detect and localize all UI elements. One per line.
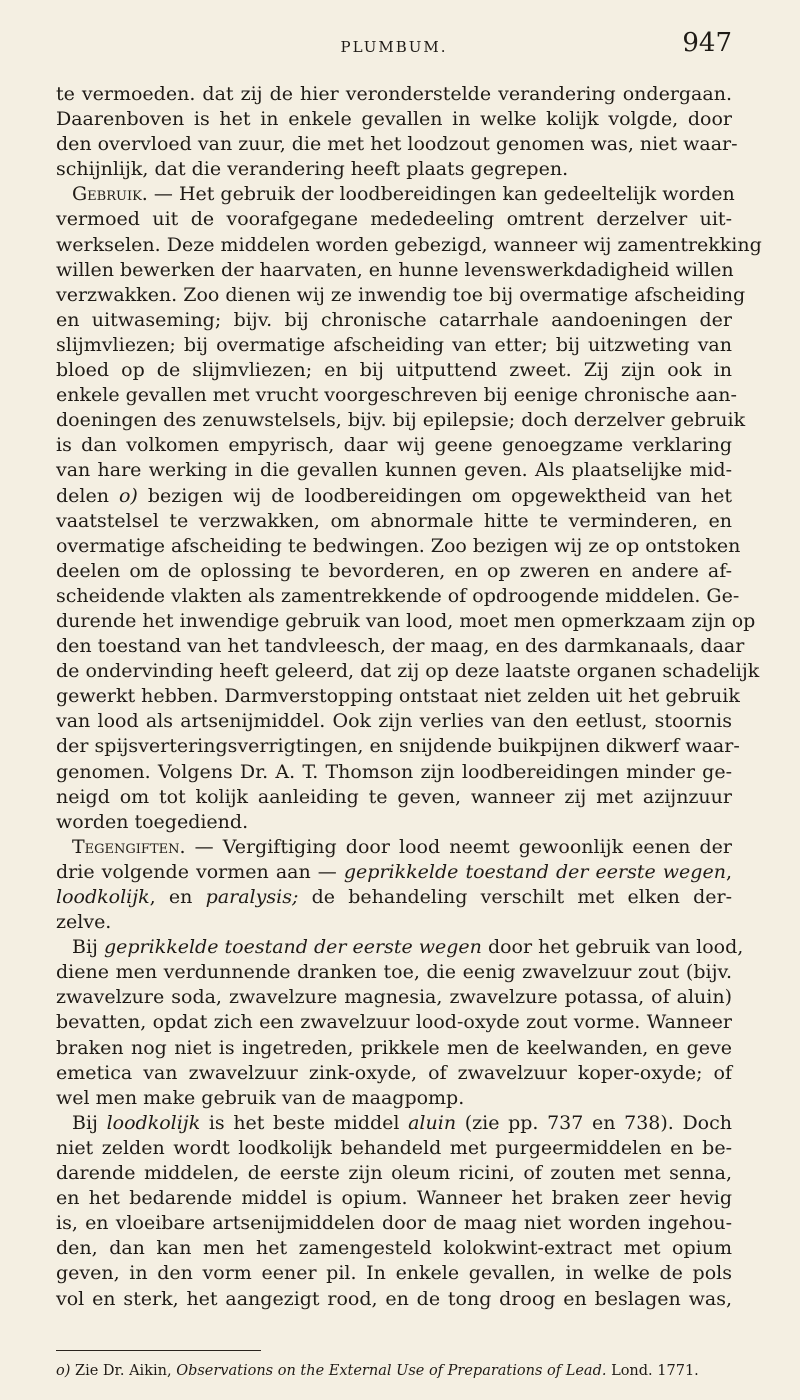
text-line (56, 333, 732, 358)
text-segment: worden toegediend. (56, 810, 249, 833)
text-segment: van lood als artsenijmiddel. Ook zijn verlies van den eetlust, stoornis (56, 710, 732, 733)
text-line (56, 258, 732, 283)
text-line (56, 960, 732, 985)
text-line (56, 1061, 732, 1086)
text-segment: de ondervinding heeft geleerd, dat zij op deze laatste organen schadelijk (56, 660, 760, 683)
text-segment: gewerkt hebben. Darmverstopping ontstaat niet zelden uit het gebruik (56, 685, 740, 708)
text-segment: te vermoeden. dat zij de hier veronderstelde verandering ondergaan. (56, 83, 732, 105)
text-line (56, 1010, 732, 1035)
page-header (56, 20, 732, 60)
text-line (56, 684, 740, 709)
text-line (56, 910, 732, 935)
text-line (56, 1261, 732, 1286)
text-line (56, 709, 732, 734)
text-line (56, 760, 732, 785)
text-line (56, 734, 740, 759)
italic-text: geprikkelde toestand der eerste wegen (103, 936, 482, 959)
text-line (56, 1287, 732, 1312)
body-text (56, 82, 762, 1312)
italic-text: geprikkelde toestand der eerste wegen (343, 860, 726, 883)
text-line (56, 860, 732, 885)
text-segment: Bij (72, 936, 104, 959)
footnote-divider (56, 1350, 261, 1351)
text-segment: deelen om de oplossing te bevorderen, en op zweren en andere af- (56, 559, 732, 582)
text-segment: darende middelen, de eerste zijn oleum ricini, of zouten met senna, (56, 1162, 732, 1185)
section-heading: Tegengiften. (72, 835, 186, 858)
text-line (56, 1036, 732, 1061)
text-line (56, 584, 740, 609)
text-segment: delen (56, 484, 119, 507)
text-segment: doeningen des zenuwstelsels, bijv. bij epilepsie; doch derzelver gebruik (56, 409, 746, 432)
text-segment: verzwakken. Zoo dienen wij ze inwendig toe bij overmatige afscheiding (56, 283, 746, 306)
text-segment: den, dan kan men het zamengesteld kolokwint-extract met opium (56, 1237, 732, 1260)
text-segment: werkselen. Deze middelen worden gebezigd, wanneer wij zamentrekking (56, 233, 762, 256)
text-segment: (zie pp. 737 en 738). Doch (456, 1111, 732, 1134)
text-segment: bevatten, opdat zich een zwavelzuur lood-oxyde zout vorme. Wanneer (56, 1011, 732, 1034)
text-line (56, 935, 744, 960)
text-segment: niet zelden wordt loodkolijk behandeld met purgeermiddelen en be- (56, 1136, 732, 1159)
text-segment: , (725, 860, 732, 883)
text-segment: den toestand van het tandvleesch, der maag, en des darmkanaals, daar (56, 635, 745, 658)
text-segment: der spijsverteringsverrigtingen, en snijdende buikpijnen dikwerf waar- (56, 735, 740, 758)
text-line (56, 233, 762, 258)
text-segment: willen bewerken der haarvaten, en hunne levenswerkdadigheid willen (56, 258, 734, 281)
text-segment: Zie Dr. Aikin, (70, 1363, 177, 1379)
text-line (56, 659, 760, 684)
text-segment: drie volgende vormen aan — (56, 860, 344, 883)
text-line (56, 609, 756, 634)
text-line (56, 358, 732, 383)
text-segment: zelve. (56, 911, 112, 934)
text-line (56, 433, 732, 458)
text-line (56, 985, 732, 1010)
text-line (56, 1211, 732, 1236)
text-line (56, 835, 732, 860)
text-line (56, 82, 732, 107)
text-line (56, 1186, 732, 1211)
text-segment: en het bedarende middel is opium. Wanneer het braken zeer hevig (56, 1187, 732, 1210)
text-line (56, 484, 732, 509)
text-segment: door het gebruik van lood, (481, 936, 744, 959)
text-line (56, 810, 732, 835)
text-line (56, 634, 745, 659)
text-line (56, 408, 746, 433)
italic-text: o) (118, 484, 138, 507)
text-segment: slijmvliezen; bij overmatige afscheiding van etter; bij uitzweting van (56, 333, 732, 356)
text-segment: — Het gebruik der loodbereidingen kan gedeeltelijk worden (147, 183, 735, 206)
text-segment: de behandeling verschilt met elken der- (298, 886, 732, 908)
italic-text: Observations on the External Use of Preparations of Lead. (176, 1363, 607, 1379)
text-segment: braken nog niet is ingetreden, prikkele men de keelwanden, en geve (56, 1036, 732, 1059)
text-segment: van hare werking in die gevallen kunnen geven. Als plaatselijke mid- (56, 459, 732, 482)
text-segment: vaatstelsel te verzwakken, om abnormale hitte te verminderen, en (56, 509, 732, 532)
text-line (56, 1111, 732, 1136)
text-segment: — Vergiftiging door lood neemt gewoonlijk eenen der (185, 835, 732, 858)
text-segment: vermoed uit de voorafgegane mededeeling omtrent derzelver uit- (56, 208, 732, 231)
text-segment: enkele gevallen met vrucht voorgeschreven bij eenige chronische aan- (56, 384, 737, 407)
text-segment: Bij (72, 1111, 107, 1134)
text-line (56, 283, 746, 308)
text-segment: diene men verdunnende dranken toe, die eenig zwavelzuur zout (bijv. (56, 961, 732, 984)
text-segment: bloed op de slijmvliezen; en bij uitputtend zweet. Zij zijn ook in (56, 359, 732, 382)
text-line (56, 534, 741, 559)
text-segment: neigd om tot kolijk aanleiding te geven, wanneer zij met azijnzuur (56, 785, 732, 808)
text-line (56, 1136, 732, 1161)
text-segment: zwavelzure soda, zwavelzure magnesia, zwavelzure potassa, of aluin) (56, 986, 732, 1009)
text-segment: scheidende vlakten als zamentrekkende of opdroogende middelen. Ge- (56, 584, 740, 607)
text-line (56, 1236, 732, 1261)
text-line (56, 107, 732, 132)
text-line (56, 458, 732, 483)
italic-text: aluin (408, 1111, 457, 1134)
footnote (56, 1363, 732, 1379)
text-segment: vol en sterk, het aangezigt rood, en de tong droog en beslagen was, (56, 1287, 732, 1310)
text-line (56, 383, 737, 408)
text-line (56, 132, 738, 157)
text-line (56, 207, 732, 232)
italic-text: paralysis; (205, 886, 299, 908)
text-segment: durende het inwendige gebruik van lood, moet men opmerkzaam zijn op (56, 609, 756, 632)
text-line (56, 1086, 732, 1111)
text-segment: Lond. 1771. (606, 1363, 699, 1379)
italic-text: loodkolijk (56, 886, 150, 908)
text-segment: Daarenboven is het in enkele gevallen in welke kolijk volgde, door (56, 108, 732, 131)
section-heading: Gebruik. (72, 183, 148, 206)
text-line (56, 182, 735, 207)
text-segment: is het beste middel (200, 1111, 409, 1134)
text-segment: genomen. Volgens Dr. A. T. Thomson zijn loodbereidingen minder ge- (56, 760, 732, 783)
italic-text: loodkolijk (106, 1111, 201, 1134)
text-segment: is, en vloeibare artsenijmiddelen door de maag niet worden ingehou- (56, 1212, 732, 1235)
text-segment: schijnlijk, dat die verandering heeft plaats gegrepen. (56, 158, 569, 181)
text-segment: den overvloed van zuur, die met het loodzout genomen was, niet waar- (56, 133, 738, 156)
text-segment: bezigen wij de loodbereidingen om opgewektheid van het (137, 484, 732, 507)
text-segment: wel men make gebruik van de maagpomp. (56, 1086, 465, 1109)
text-line (56, 157, 732, 182)
text-segment: is dan volkomen empyrisch, daar wij geene genoegzame verklaring (56, 434, 732, 457)
running-title: PLUMBUM. (340, 38, 448, 56)
text-line (56, 1161, 732, 1186)
text-line (56, 509, 732, 534)
text-line (56, 559, 732, 584)
text-line (56, 885, 732, 910)
text-segment: , en (149, 886, 206, 908)
text-segment: emetica van zwavelzuur zink-oxyde, of zwavelzuur koper-oxyde; of (56, 1061, 732, 1084)
text-line (56, 308, 732, 333)
text-line (56, 785, 732, 810)
italic-text: o) (56, 1363, 71, 1379)
text-segment: geven, in den vorm eener pil. In enkele gevallen, in welke de pols (56, 1262, 732, 1285)
text-segment: en uitwaseming; bijv. bij chronische catarrhale aandoeningen der (56, 308, 732, 331)
text-segment: overmatige afscheiding te bedwingen. Zoo bezigen wij ze op ontstoken (56, 534, 741, 557)
page-number: 947 (682, 28, 732, 58)
